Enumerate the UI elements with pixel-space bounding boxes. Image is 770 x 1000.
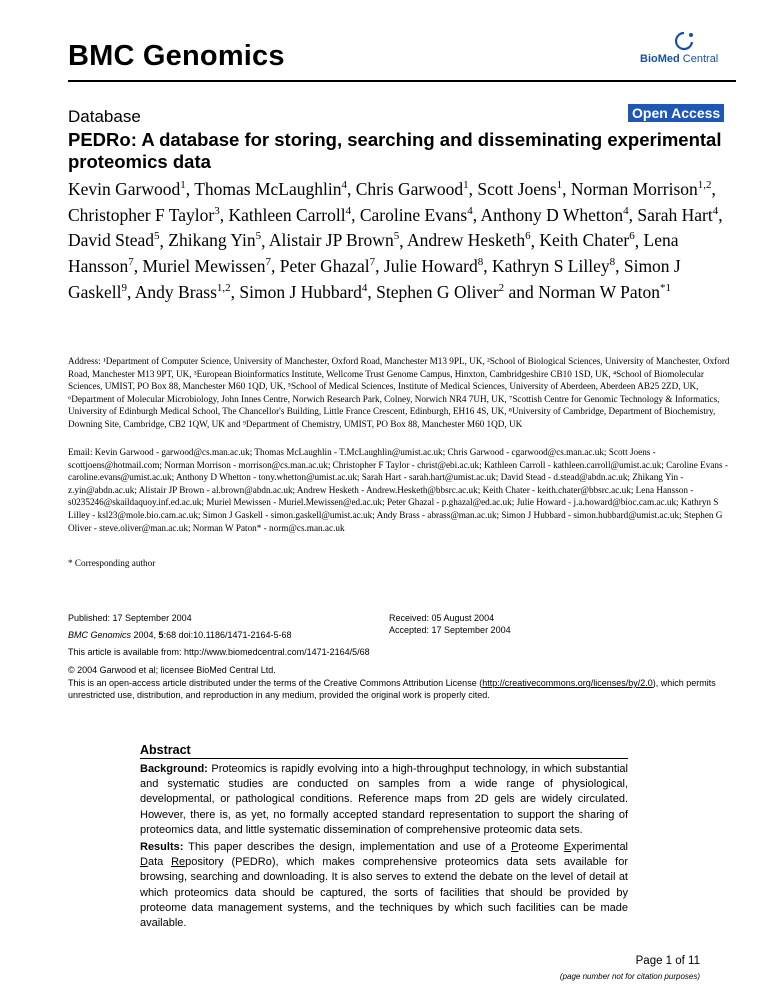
section-label: Database <box>68 107 141 126</box>
author-affiliation: 6 <box>525 230 531 243</box>
logo-suffix: Central <box>679 53 719 65</box>
author-affiliation: 2 <box>498 282 505 295</box>
results-label: Results: <box>140 841 184 853</box>
author-affiliation: 1,2 <box>216 282 231 295</box>
author-name: Christopher F Taylor$^3$ <box>68 204 220 225</box>
biomed-central-logo <box>640 30 732 70</box>
author-affiliation: 4 <box>361 282 368 295</box>
corresponding-author-note: * Corresponding author <box>68 558 156 568</box>
open-access-badge: Open Access <box>628 104 724 122</box>
author-affiliation: 4 <box>341 179 347 191</box>
author-name: Scott Joens$^1$ <box>477 178 563 199</box>
abstract-heading: Abstract <box>140 743 191 757</box>
author-affiliation: *1 <box>660 282 672 295</box>
author-name: Sarah Hart$^4$ <box>637 204 719 225</box>
abstract-rule <box>140 758 628 759</box>
accepted-date: Accepted: 17 September 2004 <box>389 625 511 635</box>
author-affiliation: 5 <box>255 230 262 243</box>
author-affiliation: 5 <box>154 230 160 243</box>
author-affiliation: 7 <box>128 256 134 269</box>
author-name: Lena Hansson$^7$ <box>68 230 679 277</box>
author-name: Alistair JP Brown$^5$ <box>268 230 400 251</box>
author-name: Kathleen Carroll$^4$ <box>228 204 352 225</box>
author-affiliation: 4 <box>345 204 352 217</box>
license-text: This is an open-access article distributed under the terms of the Creative Commons Attribution License (http://creativecommons.org/licenses/by/2.0), which permits unrestricted use, distribution, and reproduction in any medium, provided the original work is properly cited. <box>68 678 716 700</box>
citation-journal: BMC Genomics <box>68 630 132 640</box>
copyright-line: © 2004 Garwood et al; licensee BioMed Central Ltd. <box>68 665 276 675</box>
license-link[interactable]: http://creativecommons.org/licenses/by/2.0 <box>482 678 653 688</box>
abstract-results: Results: This paper describes the design, implementation and use of a Proteome Experimental Data Repository (PEDRo), which makes comprehensive proteomics data sets available for browsing, searching and downloading. It is also serves to extend the debate on the level of detail at which proteomics data should be captured, the sorts of facilities that should be provided by proteome data management systems, and the techniques by which such facilities can be made available. <box>140 841 628 930</box>
author-affiliation: 9 <box>121 282 127 295</box>
author-name: Stephen G Oliver$^2$ <box>376 282 505 303</box>
author-name: Andy Brass$^{1,2}$ <box>134 282 231 303</box>
author-name: Caroline Evans$^4$ <box>359 204 473 225</box>
journal-title: BMC Genomics <box>68 40 285 72</box>
background-label: Background: <box>140 763 208 775</box>
author-affiliation: 1 <box>463 179 469 191</box>
author-name: Simon J Hubbard$^4$ <box>239 282 368 303</box>
author-affiliation: 8 <box>477 256 484 269</box>
header-rule <box>68 80 736 82</box>
author-name: Peter Ghazal$^7$ <box>279 256 376 277</box>
citation-line: BMC Genomics 2004, 5:68 doi:10.1186/1471-2164-5-68 <box>68 630 292 640</box>
received-date: Received: 05 August 2004 <box>389 613 495 623</box>
author-name: Anthony D Whetton$^4$ <box>480 204 629 225</box>
article-url-line: This article is available from: http://www.biomedcentral.com/1471-2164/5/68 <box>68 647 370 657</box>
author-list: Kevin Garwood$^1$, Thomas McLaughlin$^4$, Chris Garwood$^1$, Scott Joens$^1$, Norman Morrison$^{1,2}$, Christopher F Taylor$^3$, Kathleen Carroll$^4$, Caroline Evans$^4$, Anthony D Whetton$^4$, Sarah Hart$^4$, David Stead$^5$, Zhikang Yin$^5$, Alistair JP Brown$^5$, Andrew Hesketh$^6$, Keith Chater$^6$, Lena Hansson$^7$, Muriel Mewissen$^7$, Peter Ghazal$^7$, Julie Howard$^8$, Kathryn S Lilley$^8$, Simon J Gaskell$^9$, Andy Brass$^{1,2}$, Simon J Hubbard$^4$, Stephen G Oliver$^2$ and Norman W Paton$^{*1}$ <box>68 178 723 303</box>
author-affiliation: 4 <box>467 204 473 217</box>
affiliations: Address: ¹Department of Computer Science, University of Manchester, Oxford Road, Manchester M13 9PL, UK, ²School of Biological Sciences, University of Manchester, Oxford Road, Manchester M13 9PT, UK, ³European Bioinformatics Institute, Wellcome Trust Genome Campus, Hinxton, Cambridgeshire CB10 1SD, UK, ⁴School of Biomolecular Sciences, UMIST, PO Box 88, Manchester M60 1QD, UK, ⁵School of Medical Sciences, Institute of Medical Sciences, University of Aberdeen, Aberdeen AB25 2ZD, UK, ⁶Department of Molecular Microbiology, John Innes Centre, Norwich Research Park, Colney, Norwich NR4 7UH, UK, ⁷Scottish Centre for Genomic Technology & Informatics, University of Edinburgh Medical School, The Chancellor's Building, Little France Crescent, Edinburgh, EH16 4S, UK, ⁸University of Cambridge, Department of Biochemistry, Downing Site, Cambridge, CB2 1QW, UK and ⁹Department of Chemistry, UMIST, PO Box 88, Manchester M60 1QD, UK <box>68 356 730 429</box>
author-affiliation: 5 <box>393 230 400 243</box>
author-name: Norman Morrison$^{1,2}$ <box>570 178 712 199</box>
logo-brand: BioMed <box>640 53 680 65</box>
author-name: Keith Chater$^6$ <box>539 230 635 251</box>
author-name: Julie Howard$^8$ <box>383 256 484 277</box>
author-name: Zhikang Yin$^5$ <box>168 230 262 251</box>
author-affiliation: 3 <box>214 204 220 217</box>
author-affiliation: 7 <box>265 256 272 269</box>
published-date: Published: 17 September 2004 <box>68 613 192 623</box>
author-affiliation: 7 <box>369 256 376 269</box>
author-affiliation: 6 <box>629 230 635 243</box>
abstract-background: Background: Proteomics is rapidly evolving into a high-throughput technology, in which substantial and systematic studies are conducted on samples from a wide range of physiological, developmental, or pathological conditions. Reference maps from 2D gels are widely circulated. However, there is, as yet, no formally accepted standard representation to support the sharing of proteomics data, and little systematic dissemination of comprehensive proteomic data sets. <box>140 763 628 836</box>
author-name: Simon J Gaskell$^9$ <box>68 256 681 303</box>
page-number: Page 1 of 11 <box>635 955 700 967</box>
author-affiliation: 1 <box>180 179 186 191</box>
author-affiliation: 1,2 <box>697 179 712 191</box>
author-name: Andrew Hesketh$^6$ <box>407 230 531 251</box>
author-name: Kevin Garwood$^1$ <box>68 178 186 199</box>
author-affiliation: 4 <box>712 204 719 217</box>
biomed-logo-icon <box>670 30 698 52</box>
author-name: Muriel Mewissen$^7$ <box>142 256 272 277</box>
received-accepted <box>389 612 511 636</box>
author-name: David Stead$^5$ <box>68 230 160 251</box>
author-affiliation: 4 <box>623 204 629 217</box>
author-name: Chris Garwood$^1$ <box>355 178 469 199</box>
article-title: PEDRo: A database for storing, searching and disseminating experimental proteomics data <box>68 129 722 172</box>
author-affiliation: 1 <box>556 179 563 191</box>
author-name: Norman W Paton$^{*1}$ <box>538 282 672 303</box>
author-affiliation: 8 <box>609 256 616 269</box>
author-name: Kathryn S Lilley$^8$ <box>491 256 616 277</box>
citation-volume: 5 <box>158 630 164 640</box>
author-emails: Email: Kevin Garwood - garwood@cs.man.ac.uk; Thomas McLaughlin - T.McLaughlin@umist.ac.uk; Chris Garwood - cgarwood@cs.man.ac.uk; Scott Joens - scottjoens@hotmail.com; Norman Morrison - morrison@cs.man.ac.uk; Christopher F Taylor - christ@ebi.ac.uk; Kathleen Carroll - kathleen.carroll@umist.ac.uk; Caroline Evans - caroline.evans@umist.ac.uk; Anthony D Whetton - tony.whetton@umist.ac.uk; Sarah Hart - sarah.hart@umist.ac.uk; David Stead - d.stead@abdn.ac.uk; Zhikang Yin - z.yin@abdn.ac.uk; Alistair JP Brown - al.brown@abdn.ac.uk; Andrew Hesketh - Andrew.Hesketh@bbsrc.ac.uk; Keith Chater - keith.chater@bbsrc.ac.uk; Lena Hansson - s0235246@skaildaquoy.inf.ed.ac.uk; Muriel Mewissen - Muriel.Mewissen@ed.ac.uk; Peter Ghazal - p.ghazal@ed.ac.uk; Julie Howard - j.a.howard@bioc.cam.ac.uk; Kathryn S Lilley - ksl23@mole.bio.cam.ac.uk; Simon J Gaskell - simon.gaskell@umist.ac.uk; Andy Brass - abrass@man.ac.uk; Simon J Hubbard - simon.hubbard@umist.ac.uk; Stephen G Oliver - steve.oliver@man.ac.uk; Norman W Paton* - norm@cs.man.ac.uk <box>68 447 728 533</box>
page-number-note: (page number not for citation purposes) <box>559 972 700 981</box>
author-name: Thomas McLaughlin$^4$ <box>194 178 347 199</box>
